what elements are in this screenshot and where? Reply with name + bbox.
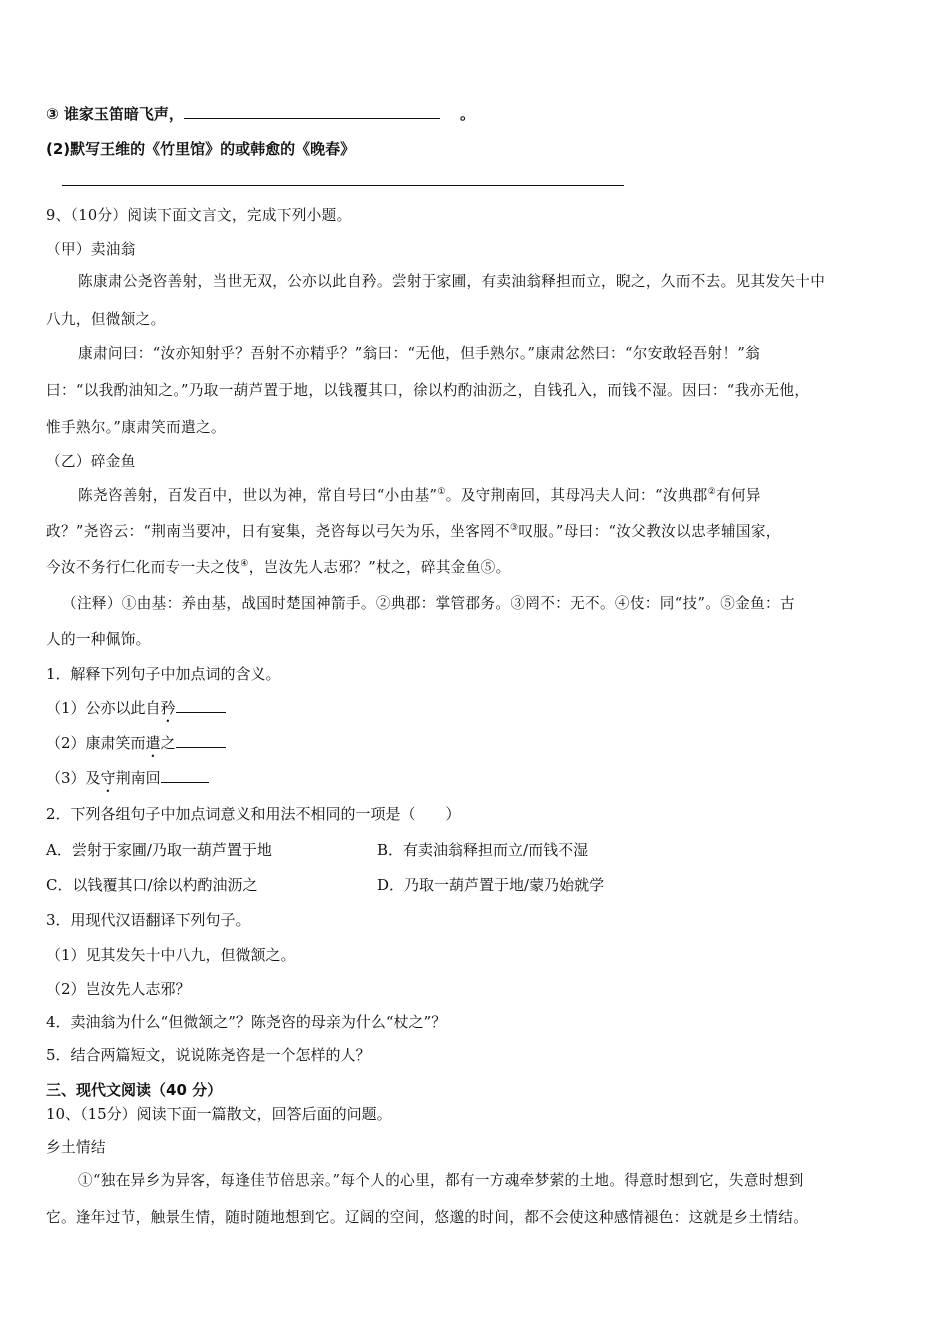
essay-para-1-line-1: ①“独在异乡为异客，每逢佳节倍思亲。”每个人的心里，都有一方魂牵梦萦的土地。得意时想到它，失意时想到 [78, 1172, 804, 1189]
jia-para-2-line-3: 惟手熟尔。”康肃笑而遣之。 [46, 419, 226, 436]
poem-line-3 [46, 104, 475, 124]
sub5-title: 5．结合两篇短文，说说陈尧咨是一个怎样的人？ [46, 1046, 371, 1064]
essay-title: 乡土情结 [46, 1139, 106, 1156]
yi-title: （乙）碎金鱼 [46, 453, 136, 470]
note-mark: ③ [509, 523, 519, 534]
section3-title: 三、现代文阅读（40 分） [46, 1081, 223, 1099]
notes-line-2: 人的一种佩饰。 [46, 631, 151, 648]
yi-para-line-1 [78, 486, 761, 506]
yi-text: 有何异 [716, 487, 761, 504]
poem-line-3-text: ③ 谁家玉笛暗飞声， [46, 105, 184, 123]
sub1-item-1 [46, 698, 226, 726]
yi-text: 今汝不务行仁化而专一夫之伎 [46, 559, 241, 576]
choice-a[interactable]: A．尝射于家圃/乃取一葫芦置于地 [46, 841, 272, 859]
dotted-word: 遣 [145, 734, 161, 752]
note-mark: ④ [240, 559, 249, 570]
yi-para-line-2 [46, 522, 781, 542]
note-mark: ② [707, 487, 717, 498]
choice-d[interactable]: D．乃取一葫芦置于地/蒙乃始就学 [377, 876, 605, 894]
poem-task-2: (2)默写王维的《竹里馆》的或韩愈的《晚春》 [46, 140, 356, 158]
sub2-title: 2．下列各组句子中加点词意义和用法不相同的一项是（ ） [46, 805, 461, 823]
q9-header: 9、（10分）阅读下面文言文，完成下列小题。 [46, 207, 352, 224]
q10-header: 10、（15分）阅读下面一篇散文，回答后面的问题。 [46, 1105, 392, 1123]
sub3-item-1: （1）见其发矢十中八九，但微颔之。 [46, 946, 296, 964]
answer-blank[interactable] [184, 104, 440, 119]
jia-title: （甲）卖油翁 [46, 241, 136, 258]
notes-line-1: （注释）①由基：养由基，战国时楚国神箭手。②典郡：掌管郡务。③罔不：无不。④伎：同“技”。⑤金鱼：古 [62, 595, 795, 612]
sub4-title: 4．卖油翁为什么“但微颔之”？陈尧咨的母亲为什么“杖之”？ [46, 1013, 447, 1031]
sub3-title: 3．用现代汉语翻译下列句子。 [46, 911, 251, 929]
yi-para-line-3 [46, 558, 511, 578]
sub1-title: 1．解释下列句子中加点词的含义。 [46, 665, 281, 683]
poem-line-3-end: 。 [459, 105, 475, 123]
sub1-item-3 [46, 768, 209, 796]
item-text: （1）公亦以此自 [46, 699, 161, 717]
yi-text: 叹服。”母曰：“汝父教汝以忠孝辅国家， [518, 523, 781, 540]
answer-line[interactable] [62, 185, 624, 186]
item-text: 荆南回 [115, 769, 161, 787]
yi-text: 陈尧咨善射，百发百中，世以为神，常自号曰“小由基” [78, 487, 438, 504]
essay-para-1-line-2: 它。逢年过节，触景生情，随时随地想到它。辽阔的空间，悠邈的时间，都不会使这种感情褪色：这就是乡土情结。 [46, 1209, 809, 1226]
choice-c[interactable]: C．以钱覆其口/徐以杓酌油沥之 [46, 876, 258, 894]
dotted-word: 矜 [160, 699, 176, 717]
yi-text: ，岂汝先人志邪？”杖之，碎其金鱼⑤。 [248, 559, 511, 576]
dotted-word: 守 [100, 769, 116, 787]
item-text: （3）及 [46, 769, 101, 787]
yi-text: 。及守荆南回，其母冯夫人问：“汝典郡 [445, 487, 708, 504]
sub1-item-2 [46, 733, 226, 761]
answer-blank[interactable] [176, 733, 226, 748]
jia-para-2-line-1: 康肃问曰：“汝亦知射乎？吾射不亦精乎？”翁曰：“无他，但手熟尔。”康肃忿然曰：“尔安敢轻吾射！”翁 [78, 345, 761, 362]
choice-b[interactable]: B．有卖油翁释担而立/而钱不湿 [377, 841, 589, 859]
item-text: （2）康肃笑而 [46, 734, 146, 752]
answer-blank[interactable] [161, 768, 209, 783]
answer-blank[interactable] [176, 698, 226, 713]
item-text: 之 [160, 734, 176, 752]
yi-text: 政？”尧咨云：“荆南当要冲，日有宴集，尧咨每以弓矢为乐，坐客罔不 [46, 523, 510, 540]
jia-para-1-line-1: 陈康肃公尧咨善射，当世无双，公亦以此自矜。尝射于家圃，有卖油翁释担而立，睨之，久而不去。见其发矢十中 [78, 273, 826, 290]
sub3-item-2: （2）岂汝先人志邪？ [46, 980, 191, 998]
jia-para-1-line-2: 八九，但微颔之。 [46, 311, 166, 328]
jia-para-2-line-2: 曰：“以我酌油知之。”乃取一葫芦置于地，以钱覆其口，徐以杓酌油沥之，自钱孔入，而钱不湿。因曰：“我亦无他， [46, 382, 810, 399]
note-mark: ① [437, 487, 446, 498]
